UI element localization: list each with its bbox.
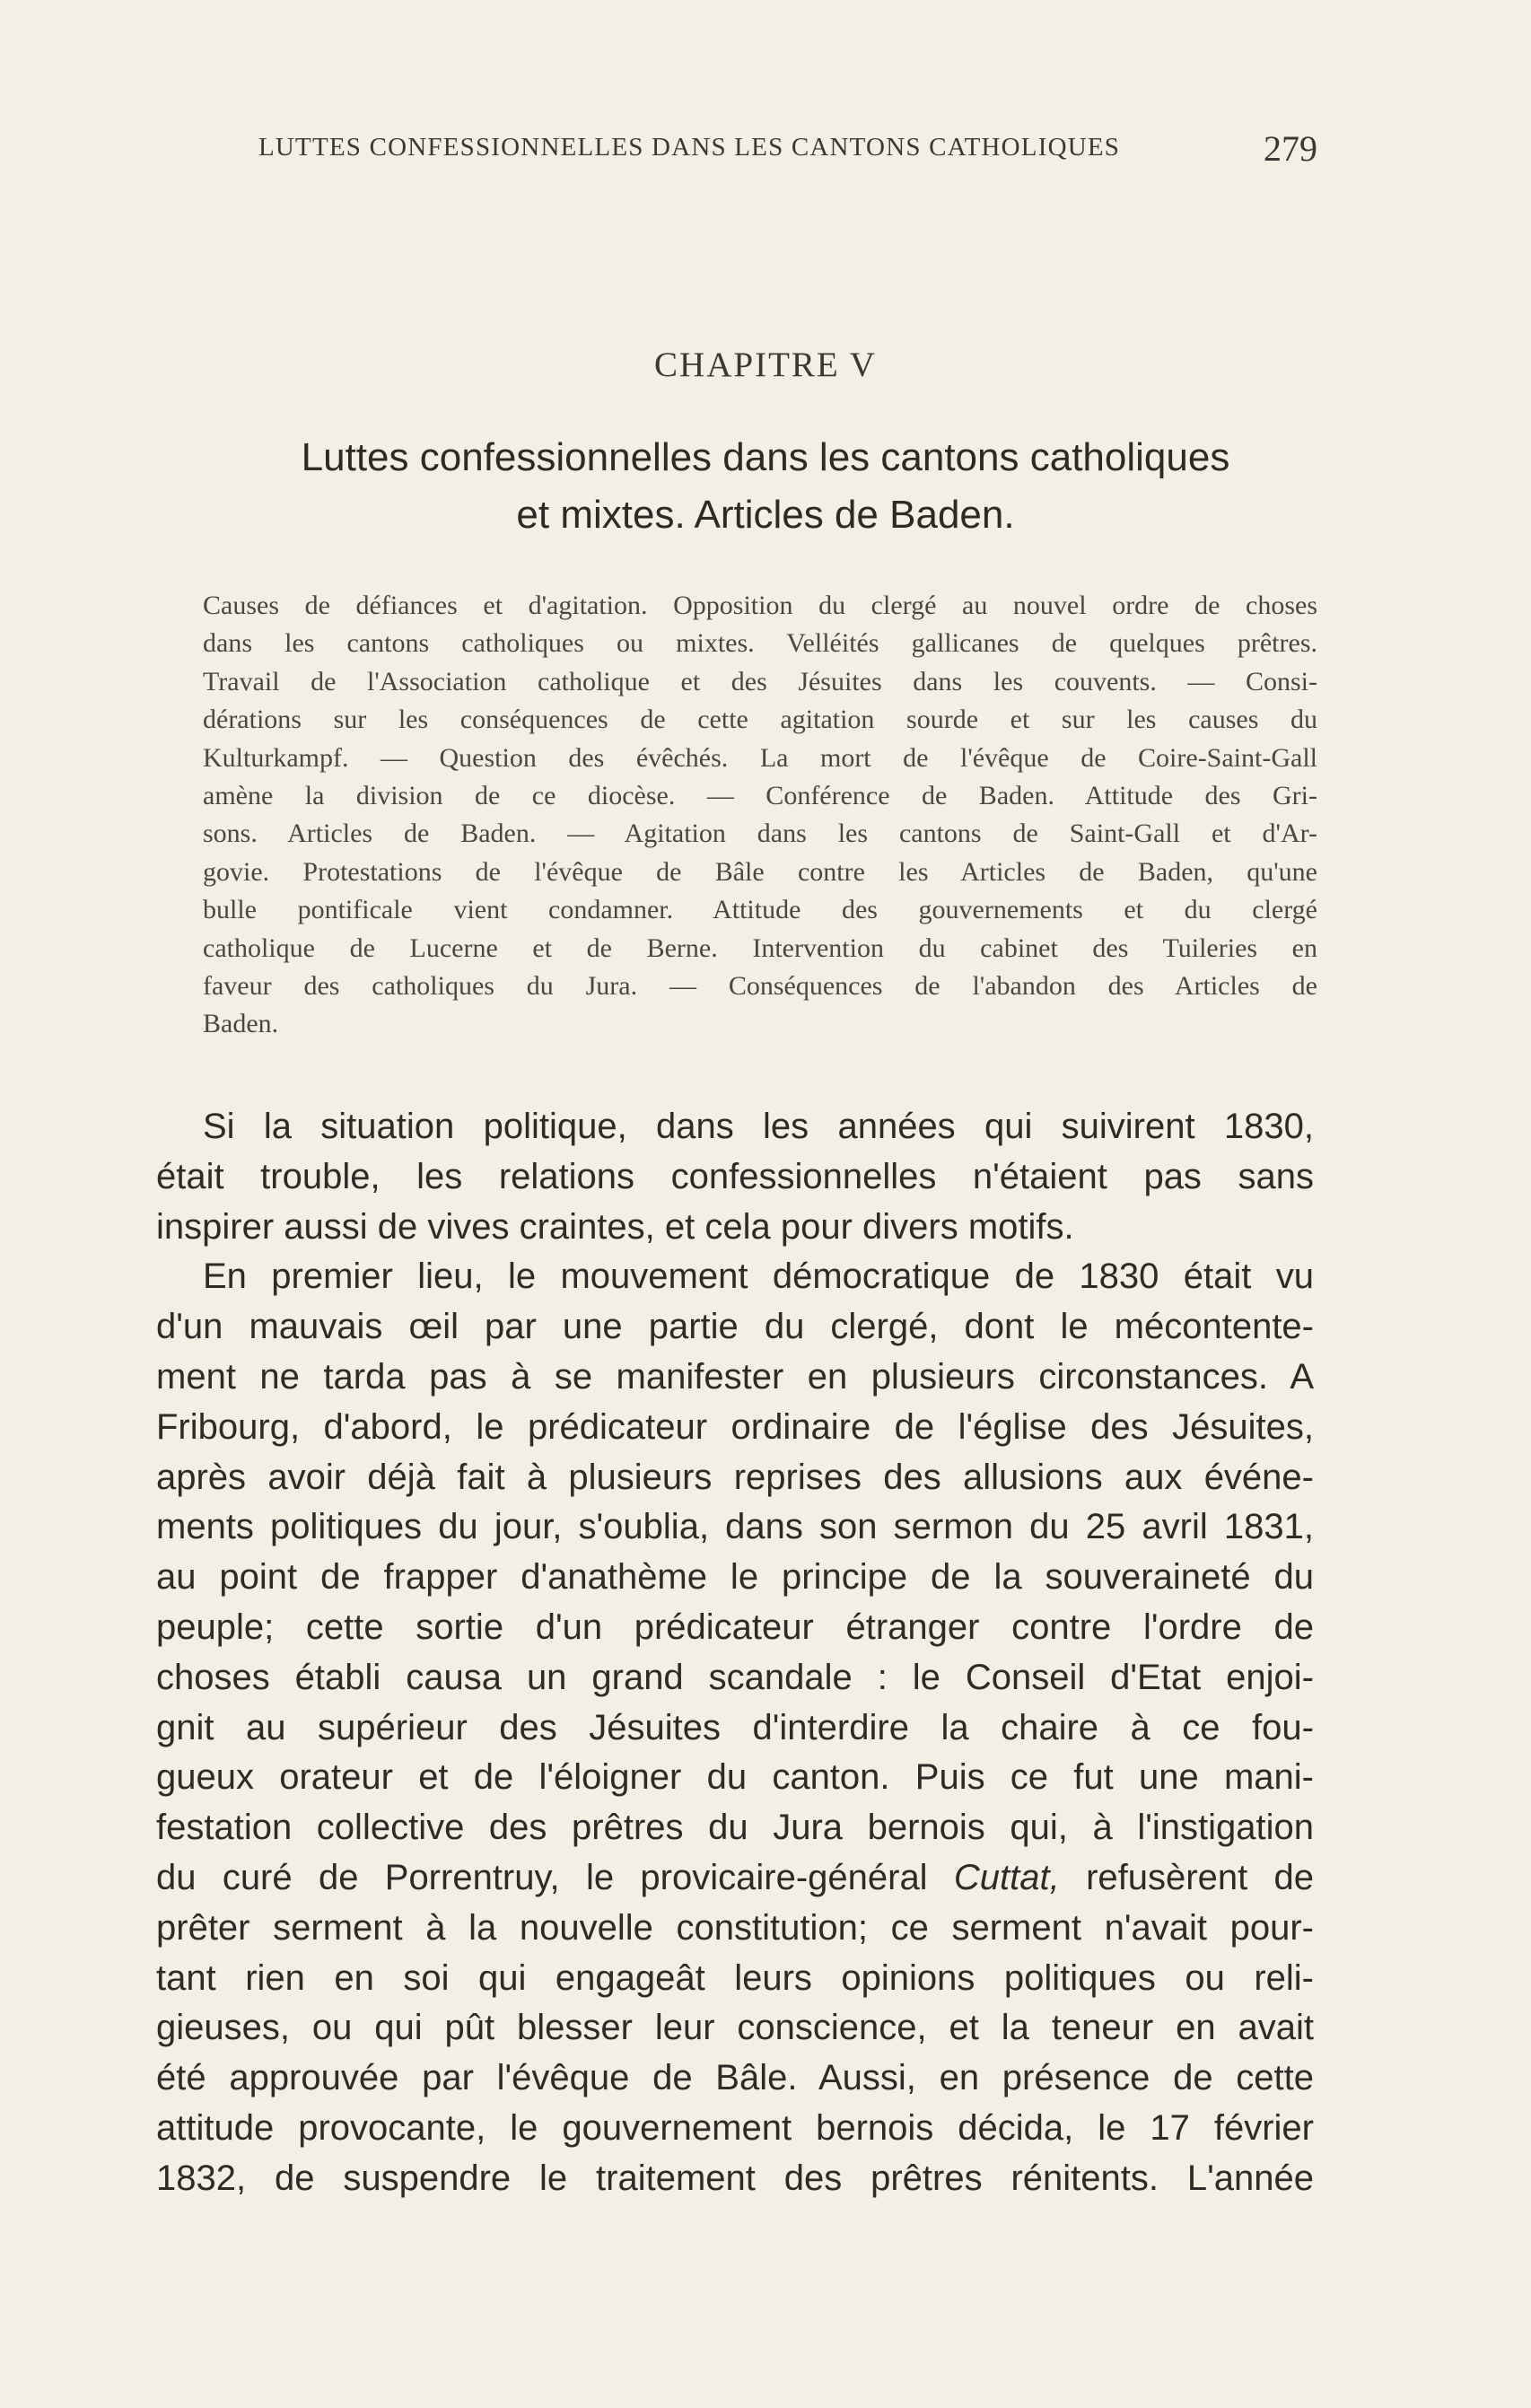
body-line: été approuvée par l'évêque de Bâle. Aussi, en présence de cette (156, 2058, 1314, 2098)
body-line: attitude provocante, le gouvernement bernois décida, le 17 février (156, 2107, 1314, 2148)
summary-line: Baden. (203, 1009, 279, 1039)
body-line: Si la situation politique, dans les années qui suivirent 1830, (203, 1107, 1314, 1146)
page-number: 279 (1264, 128, 1317, 169)
body-line: au point de frapper d'anathème le principe de la souveraineté du (156, 1557, 1314, 1598)
body-line: Fribourg, d'abord, le prédicateur ordinaire de l'église des Jésuites, (156, 1406, 1314, 1447)
body-line: 1832, de suspendre le traitement des prêtres rénitents. L'année (156, 2158, 1314, 2198)
body-line: choses établi causa un grand scandale : le Conseil d'Etat enjoi- (156, 1657, 1314, 1697)
summary-line: govie. Protestations de l'évêque de Bâle contre les Articles de Baden, qu'une (203, 856, 1317, 887)
body-line-end: refusèrent de (1086, 1857, 1314, 1897)
body-line: tant rien en soi qui engageât leurs opinions politiques ou reli- (156, 1957, 1314, 1998)
chapter-title-line: Luttes confessionnelles dans les cantons catholiques (301, 435, 1230, 479)
summary-line: dans les cantons catholiques ou mixtes. Velléités gallicanes de quelques prêtres. (203, 628, 1317, 659)
body-line: peuple; cette sortie d'un prédicateur étranger contre l'ordre de (156, 1607, 1314, 1647)
chapter-title (162, 429, 1369, 544)
body-line: gieuses, ou qui pût blesser leur conscience, et la teneur en avait (156, 2008, 1314, 2048)
emphasized-name: Cuttat, (953, 1857, 1060, 1897)
running-head (258, 129, 1317, 171)
chapter-title-line: et mixtes. Articles de Baden. (516, 493, 1015, 537)
body-line-start: du curé de Porrentruy, le provicaire-général (156, 1857, 928, 1897)
body-line: festation collective des prêtres du Jura bernois qui, à l'instigation (156, 1808, 1314, 1848)
summary-line: dérations sur les conséquences de cette agitation sourde et sur les causes du (203, 705, 1317, 735)
chapter-label: CHAPITRE V (654, 346, 877, 384)
summary-line: Kulturkampf. — Question des évêchés. La mort de l'évêque de Coire-Saint-Gall (203, 742, 1317, 773)
summary-line: Travail de l'Association catholique et des Jésuites dans les couvents. — Consi- (203, 666, 1317, 696)
chapter-summary (203, 587, 1317, 1044)
body-line: ment ne tarda pas à se manifester en plusieurs circonstances. A (156, 1356, 1314, 1397)
body-line: gnit au supérieur des Jésuites d'interdire la chaire à ce fou- (156, 1707, 1314, 1747)
summary-line: faveur des catholiques du Jura. — Conséquences de l'abandon des Articles de (203, 971, 1317, 1002)
summary-line: sons. Articles de Baden. — Agitation dans les cantons de Saint-Gall et d'Ar- (203, 819, 1317, 849)
body-line: après avoir déjà fait à plusieurs reprises des allusions aux événe- (156, 1457, 1314, 1497)
summary-line: catholique de Lucerne et de Berne. Intervention du cabinet des Tuileries en (203, 933, 1317, 963)
summary-line: amène la division de ce diocèse. — Conférence de Baden. Attitude des Gri- (203, 781, 1317, 811)
body-line: prêter serment à la nouvelle constitution; ce serment n'avait pour- (156, 1907, 1314, 1948)
body-line: d'un mauvais œil par une partie du clergé, dont le mécontente- (156, 1307, 1314, 1347)
body-line: gueux orateur et de l'éloigner du canton. Puis ce fut une mani- (156, 1757, 1314, 1798)
body-line: inspirer aussi de vives craintes, et cela pour divers motifs. (156, 1206, 1074, 1247)
body-line: ments politiques du jour, s'oublia, dans son sermon du 25 avril 1831, (156, 1507, 1314, 1547)
running-head-title: LUTTES CONFESSIONNELLES DANS LES CANTONS CATHOLIQUES (258, 133, 1121, 162)
summary-line: bulle pontificale vient condamner. Attitude des gouvernements et du clergé (203, 895, 1317, 925)
summary-line: Causes de défiances et d'agitation. Opposition du clergé au nouvel ordre de choses (203, 591, 1317, 620)
body-text (156, 1102, 1314, 2204)
body-line: était trouble, les relations confessionnelles n'étaient pas sans (156, 1156, 1314, 1196)
body-line: En premier lieu, le mouvement démocratique de 1830 était vu (203, 1257, 1314, 1297)
body-line-with-emphasis (156, 1853, 1314, 1904)
